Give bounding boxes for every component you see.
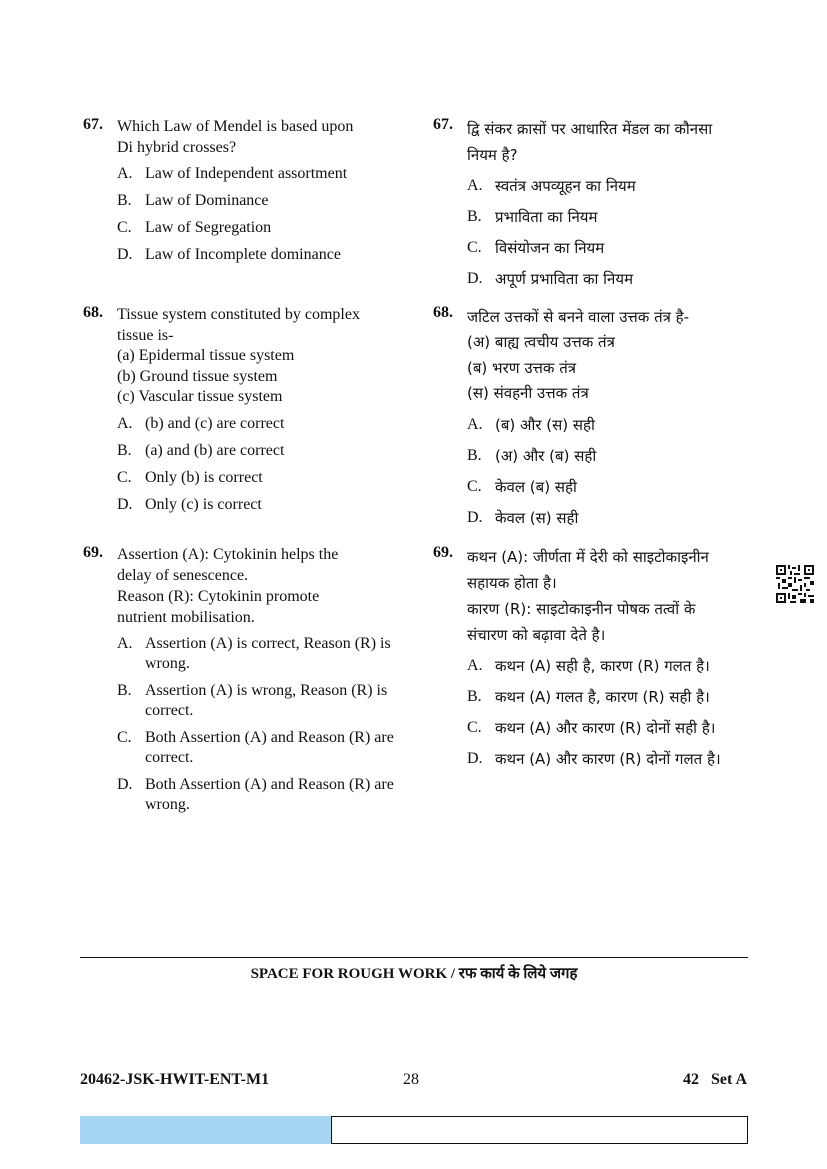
option-d: D. कथन (A) और कारण (R) दोनों गलत है। [467,750,721,768]
rough-work-divider [80,957,748,958]
footer-color-bar [80,1116,331,1144]
options-list [467,413,753,530]
options-list [117,634,403,815]
option-a: A. (b) and (c) are correct [117,414,285,432]
option-a: A. Law of Independent assortment [117,165,348,182]
options-list [117,414,403,515]
question-stem: द्वि संकर क्रासों पर आधारित मेंडल का कौनसा नियम है? [467,120,713,164]
option-d: D. Both Assertion (A) and Reason (R) are wrong. [117,776,394,813]
option-d: D. अपूर्ण प्रभाविता का नियम [467,270,634,288]
option-c: C. केवल (ब) सही [467,477,577,496]
option-c: C. Only (b) is correct [117,468,263,486]
option-b: B. Law of Dominance [117,192,269,209]
option-c: C. कथन (A) और कारण (R) दोनों सही है। [467,719,716,737]
question-69-en [83,544,403,822]
question-stem: कथन (A): जीर्णता में देरी को साइटोकाइनीन सहायक होता है। कारण (R): साइटोकाइनीन पोषक तत्वों के संचारण को बढ़ावा देते है। [467,548,709,644]
options-list [467,174,753,291]
option-b: B. (a) and (b) are correct [117,441,285,459]
option-d: D. Law of Incomplete dominance [117,246,341,263]
option-b: B. कथन (A) गलत है, कारण (R) सही है। [467,688,710,706]
option-d: D. केवल (स) सही [467,508,579,527]
question-number: 68. [83,304,103,321]
rough-work-label: SPACE FOR ROUGH WORK / रफ कार्य के लिये जगह [250,966,578,982]
set-label: 42 Set A [683,1071,747,1088]
footer-blank-box [331,1116,748,1144]
option-d: D. Only (c) is correct [117,495,262,513]
question-68-en [83,304,403,522]
question-number: 69. [83,544,103,561]
question-67-en [83,116,403,272]
sub-items: (अ) बाह्य त्वचीय उत्तक तंत्र (ब) भरण उत्तक तंत्र (स) संवहनी उत्तक तंत्र [467,333,615,402]
page-number: 28 [403,1071,419,1088]
sub-items: (a) Epidermal tissue system (b) Ground tissue system (c) Vascular tissue system [117,347,295,405]
question-stem: Which Law of Mendel is based upon Di hybrid crosses? [117,118,354,156]
question-67-hi [433,116,753,298]
question-69-hi [433,544,753,778]
option-c: C. Both Assertion (A) and Reason (R) are correct. [117,729,394,766]
option-c: C. Law of Segregation [117,219,272,236]
paper-code: 20462-JSK-HWIT-ENT-M1 [80,1071,270,1088]
options-list [467,654,753,771]
option-b: B. Assertion (A) is wrong, Reason (R) is correct. [117,682,388,719]
options-list [117,164,403,265]
question-number: 67. [83,116,103,133]
option-a: A. (ब) और (स) सही [467,415,595,434]
question-stem: Tissue system constituted by complex tissue is- [117,306,360,344]
question-68-hi [433,304,753,537]
option-b: B. (अ) और (ब) सही [467,446,597,465]
question-stem: जटिल उत्तकों से बनने वाला उत्तक तंत्र है- [467,308,690,326]
option-a: A. कथन (A) सही है, कारण (R) गलत है। [467,657,710,675]
option-b: B. प्रभाविता का नियम [467,208,598,226]
option-a: A. Assertion (A) is correct, Reason (R) is wrong. [117,635,391,672]
question-number: 69. [433,544,453,561]
question-number: 68. [433,304,453,321]
option-c: C. विसंयोजन का नियम [467,239,605,257]
qr-code-icon [776,565,814,603]
question-stem: Assertion (A): Cytokinin helps the delay of senescence. Reason (R): Cytokinin promote nutrient mobilisation. [117,546,339,626]
question-number: 67. [433,116,453,133]
option-a: A. स्वतंत्र अपव्यूहन का नियम [467,177,636,195]
